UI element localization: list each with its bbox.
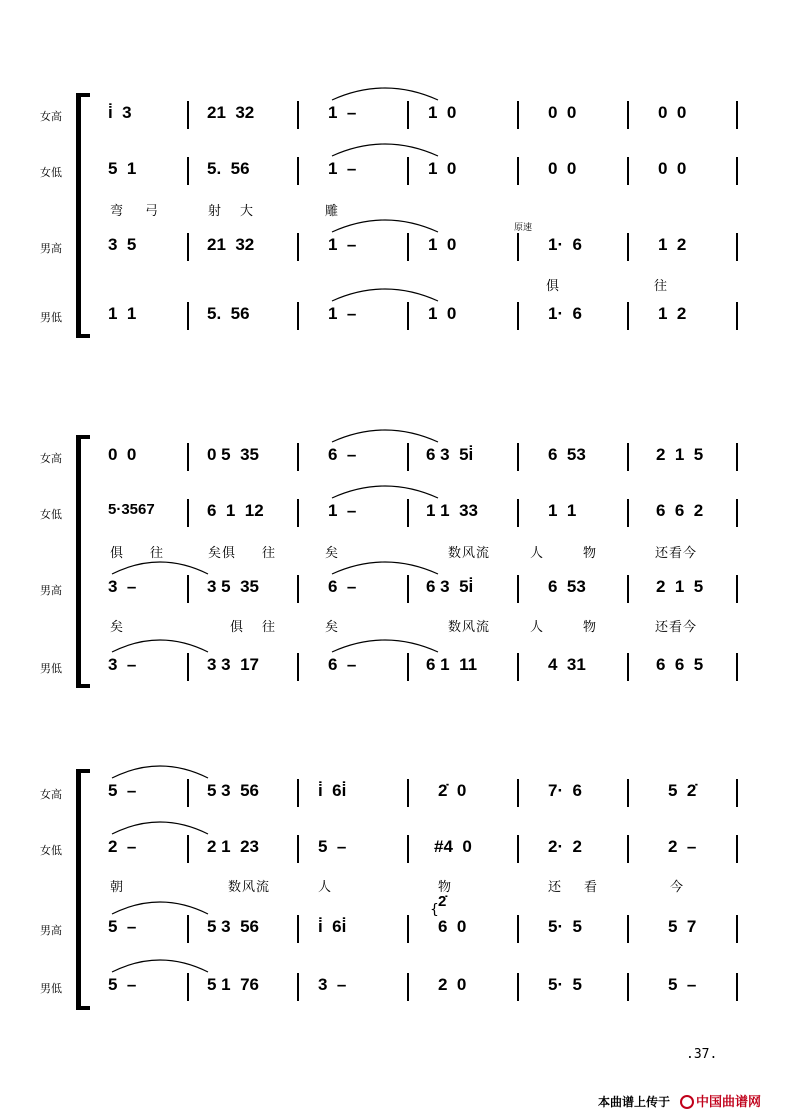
lyrics-line — [0, 540, 790, 562]
barline — [736, 915, 738, 943]
measure: 2 1 5 — [656, 445, 704, 464]
barline — [407, 233, 409, 261]
measure: 6 6 2 — [656, 501, 704, 520]
measure: 5. 56 — [207, 159, 250, 178]
bracket-top — [76, 93, 90, 97]
barline — [627, 835, 629, 863]
measure: 3 – — [318, 975, 347, 994]
barline — [407, 973, 409, 1001]
measure: 5 3 56 — [207, 781, 259, 800]
measure: 0 0 — [658, 159, 687, 178]
measure: 1 1 — [108, 304, 137, 323]
barline — [627, 499, 629, 527]
barline — [517, 575, 519, 603]
measure: 6 53 — [548, 577, 586, 596]
lyric: 矣 — [325, 546, 340, 561]
lyric: 往 — [654, 279, 669, 294]
tempo-marking: 原速 — [514, 223, 533, 233]
barline — [517, 779, 519, 807]
staff-row-tenor — [0, 232, 790, 262]
lyric: 物 — [583, 620, 598, 635]
staff-row-alto — [0, 156, 790, 186]
staff-row-tenor — [0, 574, 790, 604]
lyric: 俱 — [230, 620, 245, 635]
measure: 21 32 — [207, 103, 255, 122]
part-label: 女低 — [40, 166, 62, 179]
barline — [517, 302, 519, 330]
lyric: 往 — [262, 620, 277, 635]
barline — [736, 302, 738, 330]
barline — [297, 233, 299, 261]
measure: 1· 6 — [548, 235, 583, 254]
barline — [736, 653, 738, 681]
barline — [407, 443, 409, 471]
part-label: 男低 — [40, 662, 62, 675]
measure: 6 3 5i̇ — [426, 445, 474, 464]
barline — [517, 973, 519, 1001]
measure: 21 32 — [207, 235, 255, 254]
part-label: 男高 — [40, 924, 62, 937]
measure: 6 6 5 — [656, 655, 704, 674]
barline — [736, 101, 738, 129]
barline — [187, 233, 189, 261]
lyric: 还 — [548, 880, 563, 895]
lyric: 看 — [584, 880, 599, 895]
barline — [736, 835, 738, 863]
measure: 5 2̇ — [668, 781, 697, 800]
staff-row-soprano — [0, 778, 790, 808]
measure: 4 31 — [548, 655, 586, 674]
part-label: 男低 — [40, 311, 62, 324]
part-label: 女高 — [40, 452, 62, 465]
bracket-top — [76, 435, 90, 439]
measure: 2 – — [108, 837, 137, 856]
logo-mark-icon — [680, 1095, 694, 1109]
lyric: 数风流 — [448, 546, 491, 561]
barline — [187, 915, 189, 943]
barline — [407, 835, 409, 863]
lyric: 弯 — [110, 204, 125, 219]
measure: 5· 5 — [548, 917, 583, 936]
barline — [627, 157, 629, 185]
barline — [736, 499, 738, 527]
measure: 2 1 23 — [207, 837, 259, 856]
barline — [297, 101, 299, 129]
measure: 7· 6 — [548, 781, 583, 800]
bracket-bottom — [76, 684, 90, 688]
lyric: 大 — [240, 204, 255, 219]
lyric: 人 — [318, 880, 333, 895]
barline — [517, 101, 519, 129]
page-number: .37. — [686, 1047, 718, 1062]
measure: 1 1 — [548, 501, 577, 520]
lyrics-line — [0, 874, 790, 896]
barline — [517, 653, 519, 681]
barline — [187, 157, 189, 185]
measure: 5 – — [108, 917, 137, 936]
measure: 1 0 — [428, 103, 457, 122]
measure: 3 – — [108, 577, 137, 596]
staff-row-bass — [0, 652, 790, 682]
lyric: 雕 — [325, 204, 340, 219]
lyric: 俱 — [110, 546, 125, 561]
measure: 6 0 — [438, 917, 467, 936]
barline — [187, 499, 189, 527]
lyric: 往 — [262, 546, 277, 561]
lyric: 人 — [530, 620, 545, 635]
lyric: 俱 — [546, 279, 561, 294]
part-label: 男高 — [40, 242, 62, 255]
barline — [297, 779, 299, 807]
staff-row-tenor — [0, 914, 790, 944]
barline — [627, 575, 629, 603]
lyric: 射 — [208, 204, 223, 219]
measure: 3 3 17 — [207, 655, 259, 674]
bracket-bottom — [76, 334, 90, 338]
part-label: 男低 — [40, 982, 62, 995]
chord-brace: { — [430, 902, 439, 918]
lyric: 矣 — [325, 620, 340, 635]
measure: 5 – — [108, 781, 137, 800]
system-bracket — [76, 437, 81, 687]
barline — [407, 101, 409, 129]
measure: 6 53 — [548, 445, 586, 464]
barline — [407, 302, 409, 330]
barline — [627, 302, 629, 330]
measure: 1 – — [328, 501, 357, 520]
barline — [517, 835, 519, 863]
upload-note: 本曲谱上传于 — [598, 1095, 671, 1109]
measure: 3 5 — [108, 235, 137, 254]
chord-upper-note: 2̇ — [438, 893, 447, 910]
measure: 6 3 5i̇ — [426, 577, 474, 596]
measure: 6 – — [328, 445, 357, 464]
measure: 0 0 — [108, 445, 137, 464]
barline — [627, 779, 629, 807]
measure: 6 1 11 — [426, 655, 478, 674]
barline — [407, 653, 409, 681]
barline — [627, 915, 629, 943]
measure: 5· 5 — [548, 975, 583, 994]
barline — [736, 575, 738, 603]
measure: 1 0 — [428, 304, 457, 323]
part-label: 男高 — [40, 584, 62, 597]
barline — [517, 915, 519, 943]
measure: 1· 6 — [548, 304, 583, 323]
measure: 6 – — [328, 655, 357, 674]
site-logo[interactable] — [680, 1091, 761, 1110]
barline — [297, 499, 299, 527]
measure: 5 7 — [668, 917, 697, 936]
barline — [517, 499, 519, 527]
measure: 5 – — [318, 837, 347, 856]
measure: 1 – — [328, 235, 357, 254]
measure: 5 – — [108, 975, 137, 994]
barline — [736, 973, 738, 1001]
measure: 2 1 5 — [656, 577, 704, 596]
barline — [627, 443, 629, 471]
measure: 6 1 12 — [207, 501, 264, 520]
barline — [517, 443, 519, 471]
barline — [187, 835, 189, 863]
barline — [517, 233, 519, 261]
barline — [407, 915, 409, 943]
lyric: 还看今 — [655, 620, 698, 635]
measure: 0 0 — [548, 103, 577, 122]
measure: 5·3567 — [108, 501, 155, 518]
measure: 2 – — [668, 837, 697, 856]
site-name: 中国曲谱网 — [696, 1095, 762, 1110]
lyrics-line — [0, 198, 790, 220]
measure: 5 1 — [108, 159, 137, 178]
part-label: 女低 — [40, 844, 62, 857]
part-label: 女低 — [40, 508, 62, 521]
staff-row-alto — [0, 498, 790, 528]
measure: #4 0 — [434, 837, 472, 856]
measure: 0 0 — [658, 103, 687, 122]
measure: 0 5 35 — [207, 445, 259, 464]
lyric: 朝 — [110, 880, 125, 895]
barline — [627, 233, 629, 261]
barline — [297, 915, 299, 943]
lyric: 矣俱 — [208, 546, 237, 561]
lyrics-line — [0, 273, 790, 295]
barline — [297, 653, 299, 681]
barline — [736, 157, 738, 185]
barline — [736, 233, 738, 261]
barline — [407, 157, 409, 185]
staff-row-soprano — [0, 442, 790, 472]
measure: 1 – — [328, 304, 357, 323]
lyric: 矣 — [110, 620, 125, 635]
measure: 5 3 56 — [207, 917, 259, 936]
barline — [187, 443, 189, 471]
measure: 3 – — [108, 655, 137, 674]
barline — [627, 101, 629, 129]
lyric: 数风流 — [228, 880, 271, 895]
lyric: 今 — [670, 880, 685, 895]
staff-row-alto — [0, 834, 790, 864]
measure: 1 1 33 — [426, 501, 478, 520]
measure: 3 5 35 — [207, 577, 259, 596]
measure: i̇ 6i̇ — [318, 917, 347, 936]
measure: 6 – — [328, 577, 357, 596]
staff-row-soprano — [0, 100, 790, 130]
barline — [297, 973, 299, 1001]
barline — [736, 443, 738, 471]
staff-row-bass — [0, 301, 790, 331]
lyric: 往 — [150, 546, 165, 561]
lyric: 弓 — [145, 204, 160, 219]
barline — [297, 157, 299, 185]
barline — [407, 499, 409, 527]
bracket-bottom — [76, 1006, 90, 1010]
measure: 1 – — [328, 159, 357, 178]
measure: 5. 56 — [207, 304, 250, 323]
measure: 1 – — [328, 103, 357, 122]
part-label: 女高 — [40, 110, 62, 123]
barline — [297, 302, 299, 330]
measure: 2̇ 0 — [438, 781, 467, 800]
lyric: 物 — [438, 880, 453, 895]
barline — [627, 653, 629, 681]
barline — [297, 835, 299, 863]
barline — [627, 973, 629, 1001]
measure: 5 1 76 — [207, 975, 259, 994]
barline — [187, 779, 189, 807]
staff-row-bass — [0, 972, 790, 1002]
measure: 1 2 — [658, 304, 687, 323]
barline — [297, 575, 299, 603]
lyric: 人 — [530, 546, 545, 561]
barline — [187, 101, 189, 129]
lyric: 数风流 — [448, 620, 491, 635]
measure: 5 – — [668, 975, 697, 994]
measure: 0 0 — [548, 159, 577, 178]
barline — [297, 443, 299, 471]
lyric: 物 — [583, 546, 598, 561]
barline — [407, 575, 409, 603]
lyric: 还看今 — [655, 546, 698, 561]
measure: 2 0 — [438, 975, 467, 994]
barline — [187, 653, 189, 681]
measure: 1 0 — [428, 235, 457, 254]
measure: i̇ 6i̇ — [318, 781, 347, 800]
measure: 1 2 — [658, 235, 687, 254]
lyrics-line — [0, 614, 790, 636]
barline — [517, 157, 519, 185]
barline — [187, 575, 189, 603]
barline — [187, 973, 189, 1001]
part-label: 女高 — [40, 788, 62, 801]
measure: i̇ 3 — [108, 103, 132, 122]
measure: 1 0 — [428, 159, 457, 178]
barline — [187, 302, 189, 330]
bracket-top — [76, 769, 90, 773]
barline — [407, 779, 409, 807]
measure: 2· 2 — [548, 837, 583, 856]
barline — [736, 779, 738, 807]
